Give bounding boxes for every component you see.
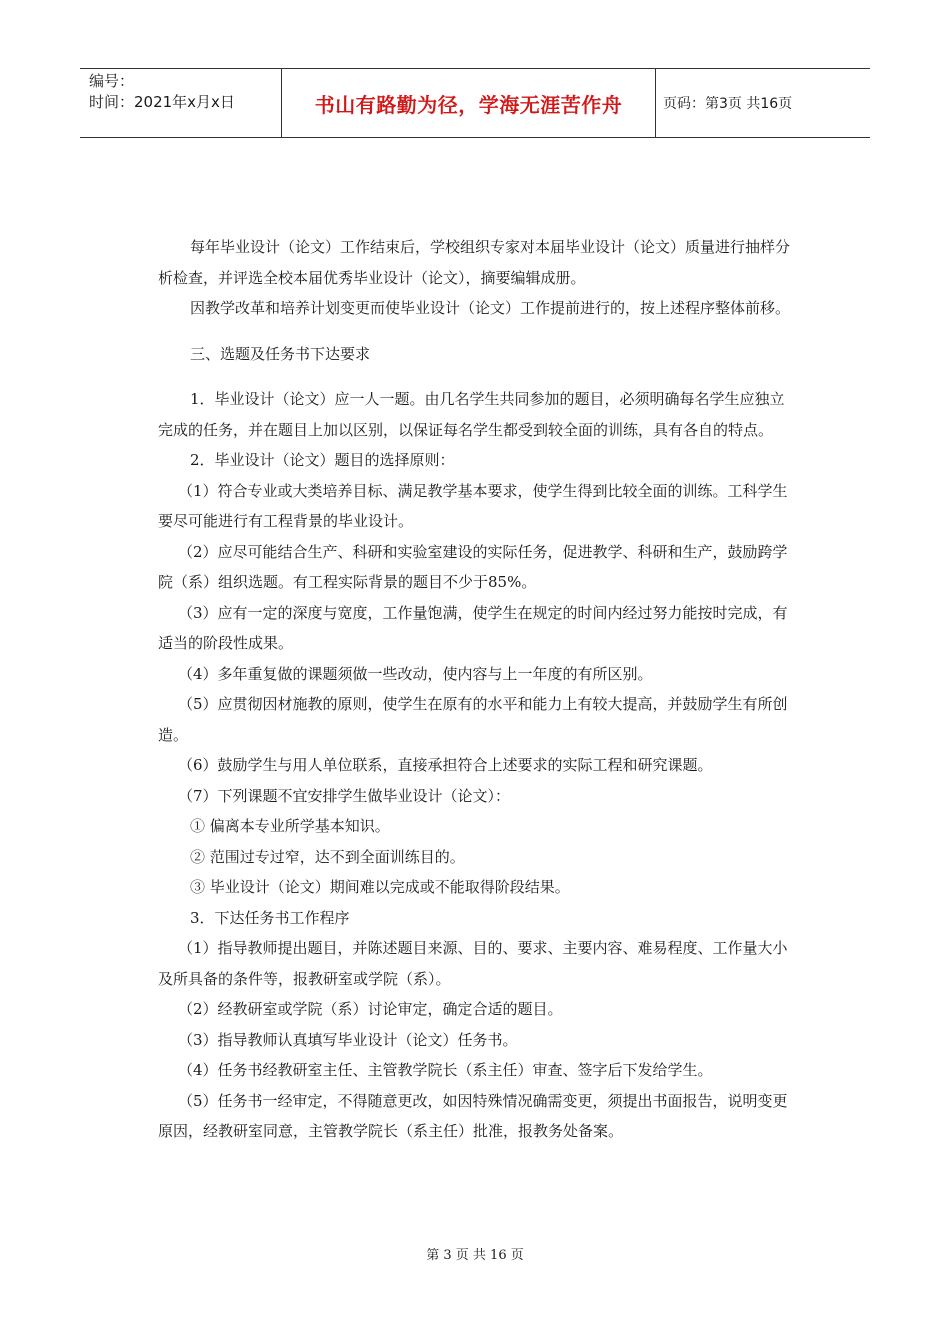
motto-text: 书山有路勤为径，学海无涯苦作舟 (314, 92, 623, 117)
page-footer (0, 1244, 950, 1263)
principle-7: （7）下列课题不宜安排学生做毕业设计（论文）： (178, 786, 511, 805)
principle-3: （3）应有一定的深度与宽度，工作量饱满，使学生在规定的时间内经过努力能按时完成，有适当的阶段性成果。 (158, 603, 788, 652)
item-task-procedure: 3．下达任务书工作程序 (190, 908, 350, 927)
procedure-3: （3）指导教师认真填写毕业设计（论文）任务书。 (178, 1030, 518, 1049)
principle-4: （4）多年重复做的课题须做一些改动，使内容与上一年度的有所区别。 (178, 664, 653, 683)
paragraph-schedule-shift: 因教学改革和培养计划变更而使毕业设计（论文）工作提前进行的，按上述程序整体前移。 (190, 299, 791, 317)
serial-label: 编号： (89, 72, 135, 90)
principle-5: （5）应贯彻因材施教的原则，使学生在原有的水平和能力上有较大提高，并鼓励学生有所创造。 (158, 695, 788, 744)
date-label: 时间：2021年x月x日 (89, 93, 235, 111)
procedure-4: （4）任务书经教研室主任、主管教学院长（系主任）审查、签字后下发给学生。 (178, 1061, 713, 1079)
header-page-info: 页码：第3页 共16页 (663, 96, 793, 112)
excluded-topic-1: ① 偏离本专业所学基本知识。 (190, 817, 390, 835)
excluded-topic-2: ② 范围过专过窄，达不到全面训练目的。 (190, 847, 465, 866)
principle-6: （6）鼓励学生与用人单位联系，直接承担符合上述要求的实际工程和研究课题。 (178, 756, 713, 774)
page-header (80, 68, 870, 138)
procedure-5: （5）任务书一经审定，不得随意更改，如因特殊情况确需变更，须提出书面报告，说明变更原因，经教研室同意，主管教学院长（系主任）批准，报教务处备案。 (158, 1091, 788, 1140)
header-left-cell (80, 69, 282, 137)
principle-2: （2）应尽可能结合生产、科研和实验室建设的实际任务，促进教学、科研和生产，鼓励跨学院（系）组织选题。有工程实际背景的题目不少于85%。 (158, 542, 788, 591)
footer-page-number: 第 3 页 共 16 页 (426, 1248, 524, 1263)
header-middle-cell (282, 69, 656, 137)
item-one-person-one-topic: 1．毕业设计（论文）应一人一题。由几名学生共同参加的题目，必须明确每名学生应独立完成的任务，并在题目上加以区别，以保证每名学生都受到较全面的训练，具有各自的特点。 (158, 390, 785, 439)
item-topic-principles: 2．毕业设计（论文）题目的选择原则： (190, 451, 455, 469)
principle-1: （1）符合专业或大类培养目标、满足教学基本要求，使学生得到比较全面的训练。工科学生要尽可能进行有工程背景的毕业设计。 (158, 481, 788, 530)
procedure-2: （2）经教研室或学院（系）讨论审定，确定合适的题目。 (178, 1000, 563, 1018)
excluded-topic-3: ③ 毕业设计（论文）期间难以完成或不能取得阶段结果。 (190, 878, 570, 896)
section-heading: 三、选题及任务书下达要求 (190, 344, 371, 363)
paragraph-quality-check: 每年毕业设计（论文）工作结束后，学校组织专家对本届毕业设计（论文）质量进行抽样分析检查，并评选全校本届优秀毕业设计（论文），摘要编辑成册。 (158, 238, 791, 287)
header-right-cell (656, 69, 870, 137)
document-body (158, 232, 798, 1147)
procedure-1: （1）指导教师提出题目，并陈述题目来源、目的、要求、主要内容、难易程度、工作量大小及所具备的条件等，报教研室或学院（系）。 (158, 939, 788, 988)
